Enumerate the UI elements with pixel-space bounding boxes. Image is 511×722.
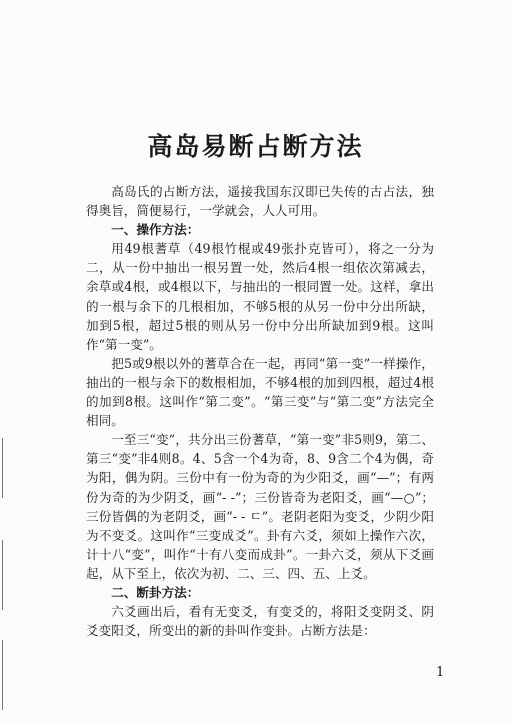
section-heading-judgment: 二、断卦方法： [111, 584, 200, 600]
operation-paragraph-3: 一至三“变”，共分出三份蓍草，“第一变”非5则9，第二、第三“变”非4则8。4、5含一个4为奇，8、9含二个4为偶，奇为阳，偶为阴。三份中有一份为奇的为少阳爻，画“—”；有两份为奇的为少阴爻，画“- -”；三份皆奇为老阳爻，画“—○”；三份皆偶的为老阴爻，画“- - ㄷ”。老阴老阳为变爻，少阴少阳为不变爻。这叫作“三变成爻”。卦有六爻，须如上操作六次，计十八“变”，叫作“十有八变而成卦”。一卦六爻，须从下爻画起，从下至上，依次为初、二、三、四、五、上爻。 [86, 432, 434, 581]
section-heading-operation: 一、操作方法： [111, 222, 200, 238]
scan-margin-mark [2, 640, 3, 710]
intro-paragraph: 高岛氏的占断方法，遥接我国东汉即已失传的古占法，独得奥旨，简便易行，一学就会，人人可用。 [86, 184, 434, 219]
page-title: 高岛易断占断方法 [147, 131, 364, 161]
scan-margin-mark [2, 438, 3, 498]
operation-paragraph-2: 把5或9根以外的蓍草合在一起，再同“第一变”一样操作，抽出的一根与余下的数根相加，不够4根的加到四根，超过4根的加到8根。这叫作“第二变”。“第三变”与“第二变”方法完全相同。 [86, 355, 434, 429]
judgment-paragraph-1: 六爻画出后，看有无变爻，有变爻的，将阳爻变阴爻、阴爻变阳爻，所变出的新的卦叫作变卦。占断方法是： [86, 604, 434, 639]
operation-paragraph-1: 用49根蓍草（49根竹棍或49张扑克皆可），将之一分为二，从一份中抽出一根另置一处，然后4根一组依次第减去，余草或4根，或4根以下，与抽出的一根同置一处。这样，拿出的一根与余下的几根相加，不够5根的从另一份中分出所缺，加到5根，超过5根的则从另一份中分出所缺加到9根。这叫作“第一变”。 [86, 241, 434, 352]
page-number: 1 [436, 665, 445, 680]
document-body [86, 182, 434, 640]
scan-margin-mark [2, 540, 3, 610]
